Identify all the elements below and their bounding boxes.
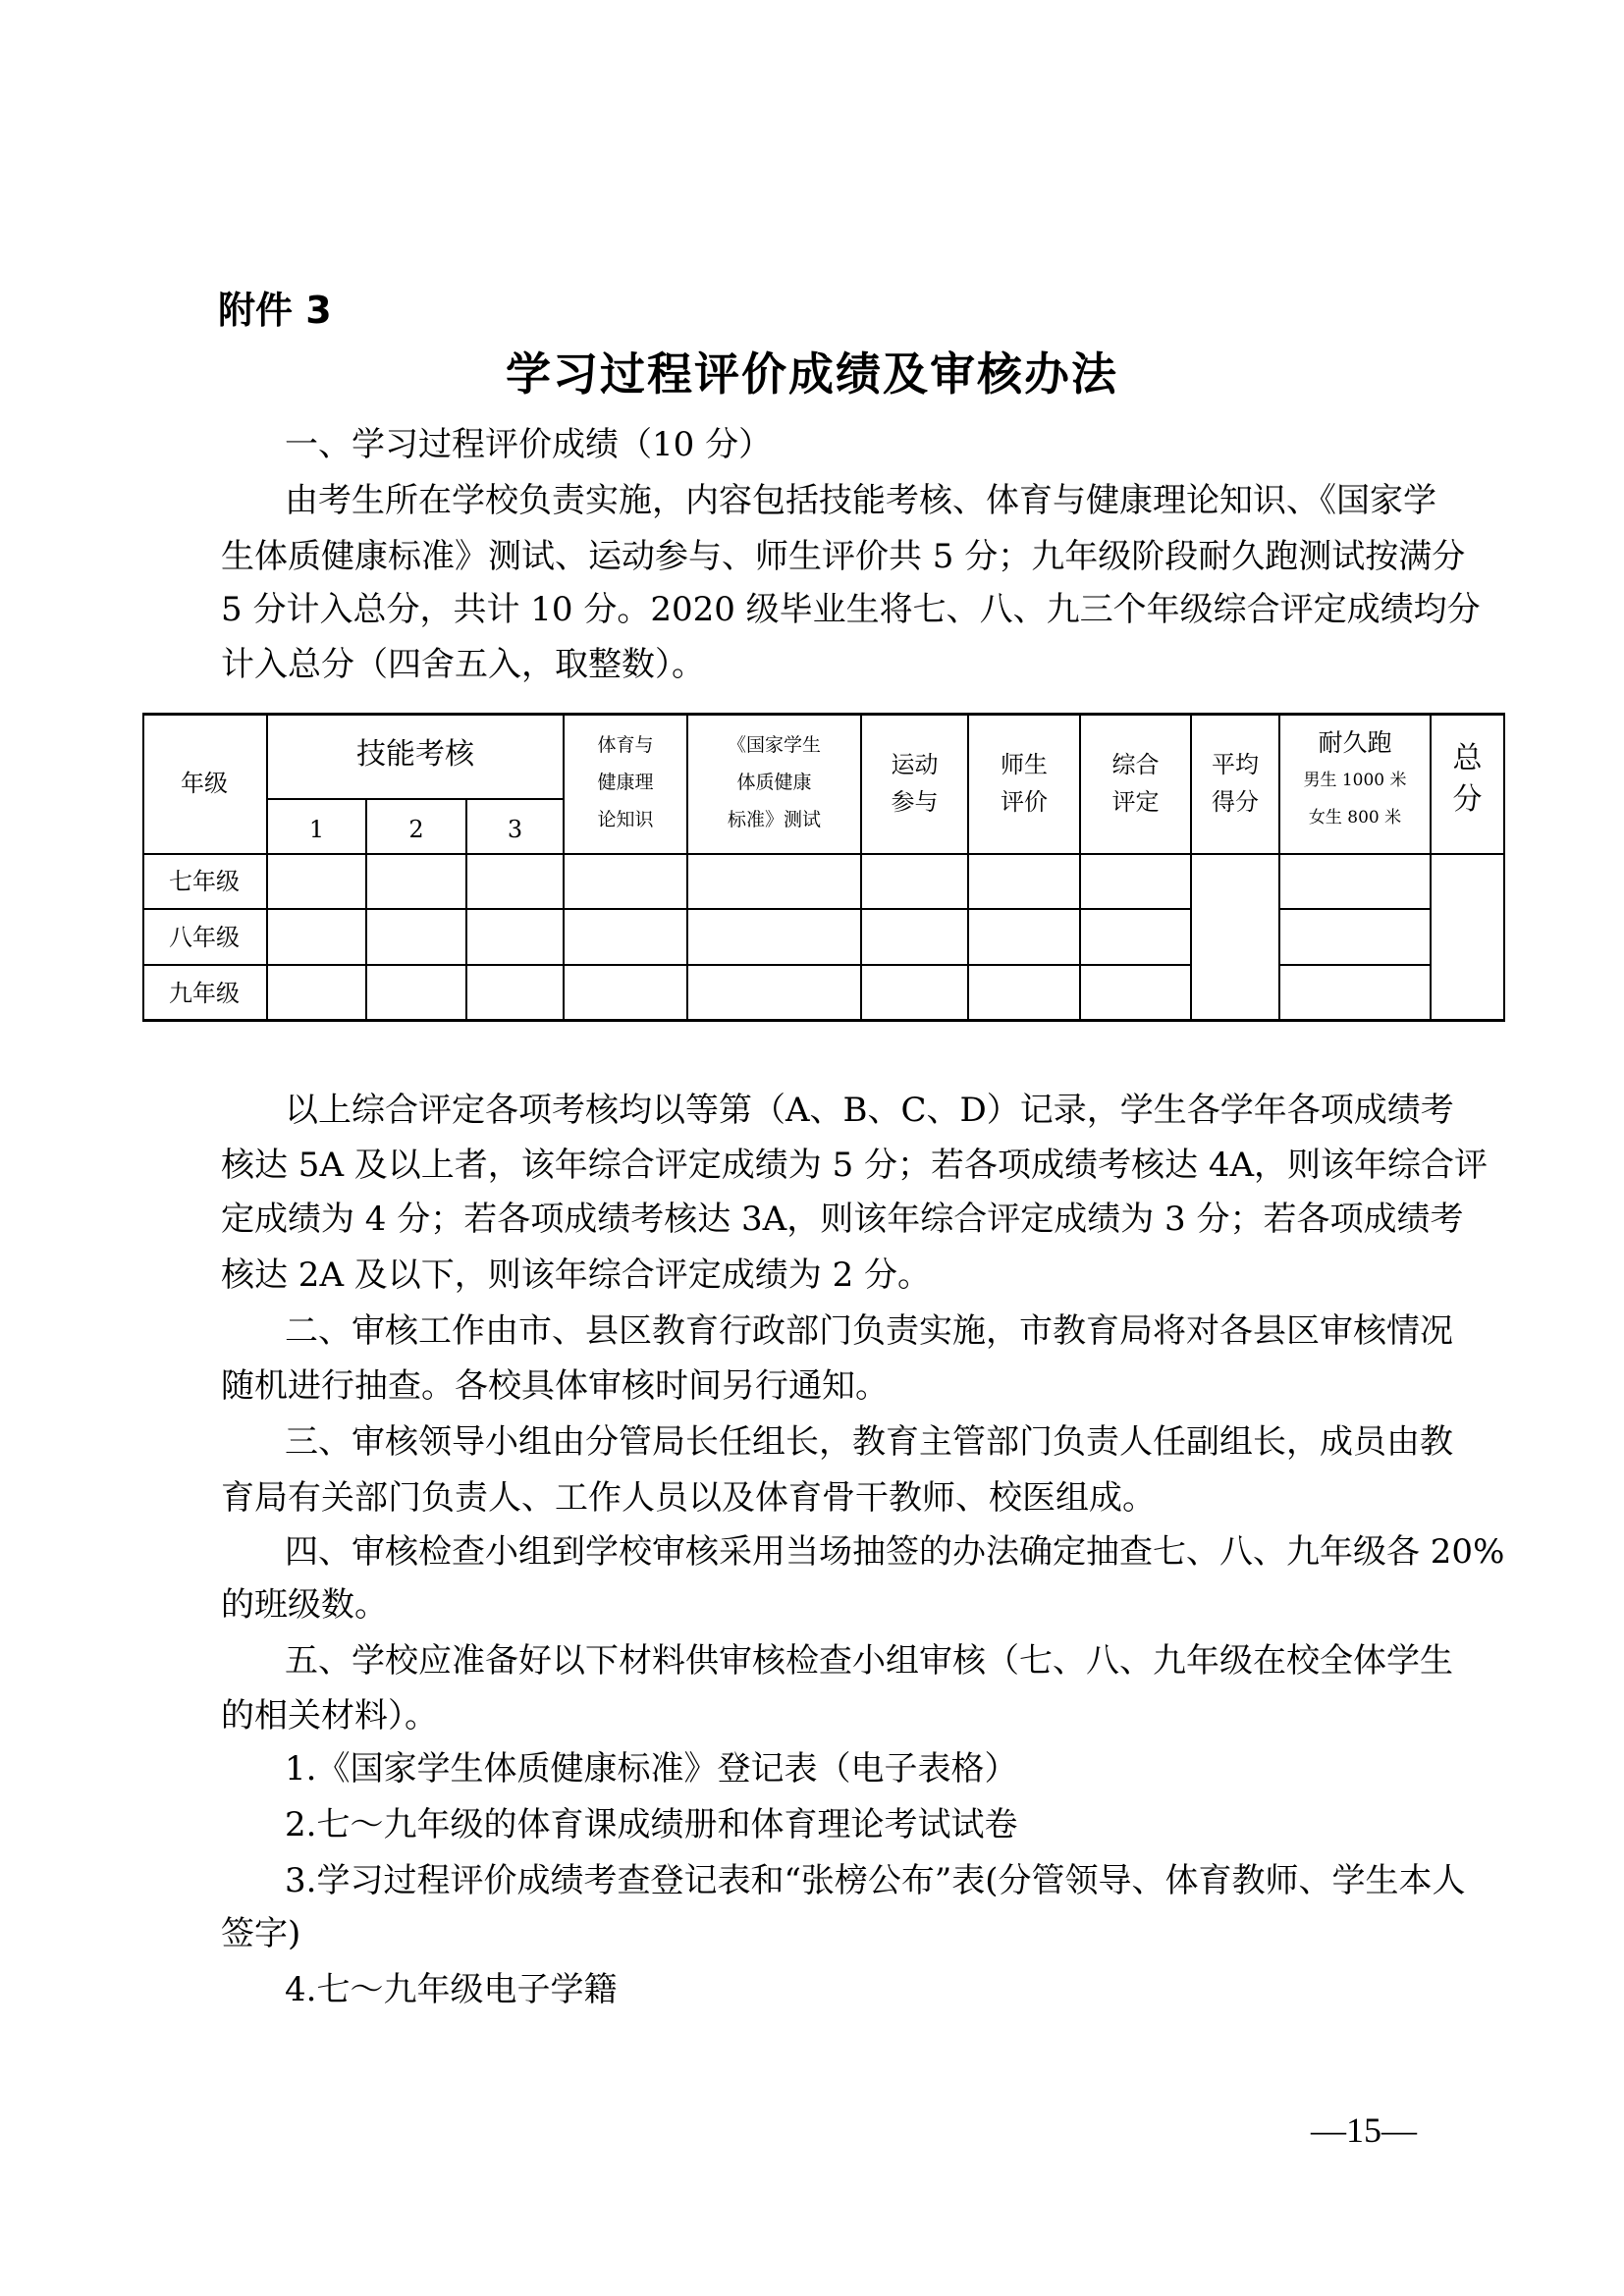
header-standard-line: 标准》测试 xyxy=(727,809,821,830)
header-avg-line: 平均 xyxy=(1212,751,1259,778)
header-skill-1: 1 xyxy=(308,816,325,843)
table-border xyxy=(142,853,1505,855)
header-run-male: 男生 1000 米 xyxy=(1303,771,1407,790)
para-grading-line: 核达 2A 及以下，则该年综合评定成绩为 2 分。 xyxy=(221,1255,932,1295)
header-grade: 年级 xyxy=(181,770,228,797)
header-theory xyxy=(565,726,686,838)
para-section4-line: 四、审核检查小组到学校审核采用当场抽签的办法确定抽查七、八、九年级各 20% xyxy=(285,1532,1505,1572)
header-total-line: 分 xyxy=(1452,782,1483,817)
attachment-label: 附件 3 xyxy=(218,289,332,332)
material-item-4: 4.七～九年级电子学籍 xyxy=(285,1970,618,2009)
section1-line: 计入总分（四舍五入，取整数）。 xyxy=(221,645,705,684)
header-skill-2: 2 xyxy=(408,816,424,843)
header-standard xyxy=(688,726,860,838)
header-sport xyxy=(862,746,967,821)
table-border xyxy=(266,798,563,800)
para-section3-line: 三、审核领导小组由分管局长任组长，教育主管部门负责人任副组长，成员由教 xyxy=(285,1422,1453,1462)
header-standard-line: 体质健康 xyxy=(736,772,812,793)
header-total xyxy=(1432,738,1503,821)
para-section3-line: 育局有关部门负责人、工作人员以及体育骨干教师、校医组成。 xyxy=(221,1478,1156,1518)
material-item-3-cont: 签字) xyxy=(221,1914,301,1953)
header-avg-line: 得分 xyxy=(1212,788,1259,816)
header-skill: 技能考核 xyxy=(356,737,474,772)
header-avg xyxy=(1192,746,1278,821)
page-number: —15— xyxy=(1311,2110,1417,2150)
material-item-1: 1.《国家学生体质健康标准》登记表（电子表格） xyxy=(285,1749,1018,1789)
header-skill-3: 3 xyxy=(507,816,523,843)
header-theory-line: 健康理 xyxy=(597,772,654,793)
header-total-line: 总 xyxy=(1452,741,1483,775)
header-eval-line: 师生 xyxy=(1001,751,1048,778)
para-section5-line: 的相关材料）。 xyxy=(221,1696,438,1735)
para-section4-line: 的班级数。 xyxy=(221,1585,388,1625)
document-title: 学习过程评价成绩及审核办法 xyxy=(506,347,1118,400)
header-overall-line: 评定 xyxy=(1111,788,1160,816)
header-theory-line: 体育与 xyxy=(597,734,654,756)
table-border xyxy=(142,1019,1505,1022)
material-item-3: 3.学习过程评价成绩考查登记表和“张榜公布”表(分管领导、体育教师、学生本人 xyxy=(285,1861,1466,1900)
para-grading-line: 以上综合评定各项考核均以等第（A、B、C、D）记录，学生各学年各项成绩考 xyxy=(285,1091,1454,1130)
score-table xyxy=(142,713,1505,1022)
header-eval xyxy=(969,746,1079,821)
section1-line: 由考生所在学校负责实施，内容包括技能考核、体育与健康理论知识、《国家学 xyxy=(285,481,1436,520)
header-sport-line: 运动 xyxy=(891,751,939,778)
row-label-grade7: 七年级 xyxy=(169,868,240,895)
para-section2-line: 随机进行抽查。各校具体审核时间另行通知。 xyxy=(221,1366,889,1406)
header-theory-line: 论知识 xyxy=(597,809,654,830)
para-section2-line: 二、审核工作由市、县区教育行政部门负责实施，市教育局将对各县区审核情况 xyxy=(285,1311,1453,1351)
table-border xyxy=(142,908,1190,910)
table-border xyxy=(1278,908,1430,910)
header-run-title: 耐久跑 xyxy=(1318,728,1392,757)
header-run xyxy=(1280,724,1430,836)
material-item-2: 2.七～九年级的体育课成绩册和体育理论考试试卷 xyxy=(285,1805,1018,1844)
header-overall xyxy=(1081,746,1190,821)
section1-heading: 一、学习过程评价成绩（10 分） xyxy=(285,425,773,464)
header-overall-line: 综合 xyxy=(1111,751,1160,778)
header-eval-line: 评价 xyxy=(1001,788,1048,816)
row-label-grade9: 九年级 xyxy=(169,980,240,1007)
header-standard-line: 《国家学生 xyxy=(727,734,821,756)
table-border xyxy=(142,964,1190,966)
header-sport-line: 参与 xyxy=(891,788,939,816)
row-label-grade8: 八年级 xyxy=(169,924,240,951)
section1-line: 5 分计入总分，共计 10 分。2020 级毕业生将七、八、九三个年级综合评定成绩均分 xyxy=(221,590,1481,629)
section1-line: 生体质健康标准》测试、运动参与、师生评价共 5 分；九年级阶段耐久跑测试按满分 xyxy=(221,537,1466,576)
table-border xyxy=(1503,713,1505,1022)
header-run-female: 女生 800 米 xyxy=(1308,808,1402,828)
para-grading-line: 核达 5A 及以上者，该年综合评定成绩为 5 分；若各项成绩考核达 4A，则该年综合评 xyxy=(221,1146,1489,1185)
para-section5-line: 五、学校应准备好以下材料供审核检查小组审核（七、八、九年级在校全体学生 xyxy=(285,1641,1453,1681)
table-border xyxy=(1278,964,1430,966)
table-border xyxy=(142,713,1505,716)
para-grading-line: 定成绩为 4 分；若各项成绩考核达 3A，则该年综合评定成绩为 3 分；若各项成绩考 xyxy=(221,1200,1464,1239)
